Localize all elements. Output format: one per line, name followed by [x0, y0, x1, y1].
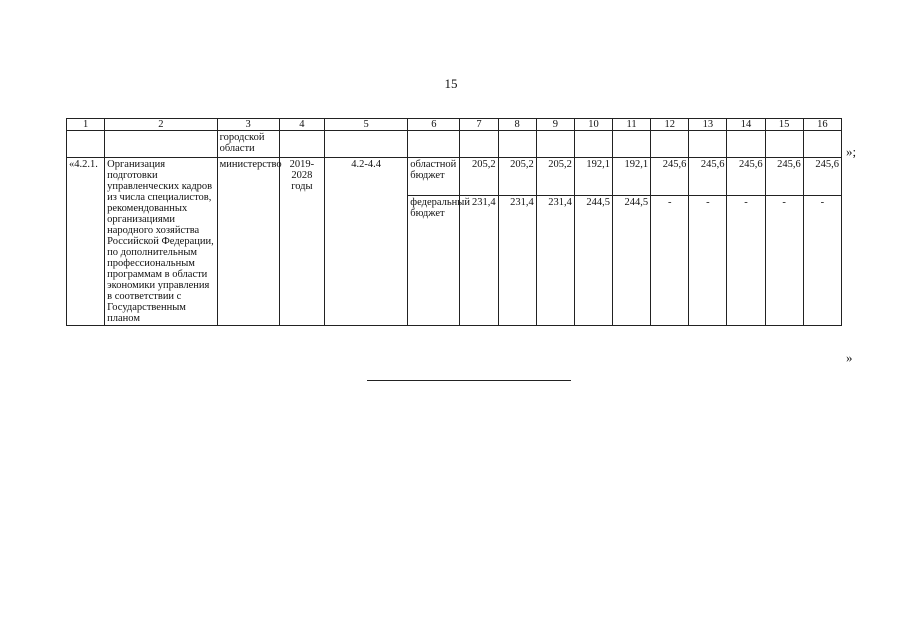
closing-quote: »;: [846, 144, 857, 159]
column-number: 16: [803, 119, 841, 131]
value-cell: 244,5: [574, 195, 612, 325]
column-number: 9: [536, 119, 574, 131]
page-number: 15: [444, 76, 458, 91]
table-row: [67, 158, 842, 196]
column-number: 7: [460, 119, 498, 131]
item-name: Организация подготовки управленческих кадров из числа специалистов, рекомендованных организациями народного хозяйства Российской Федерации, по дополнительным профессиональным программам в области экономики управления в соответствии с Государственным планом: [105, 158, 217, 326]
item-indicators: 4.2-4.4: [324, 158, 407, 326]
closing-quote: »: [846, 350, 853, 365]
value-cell: 205,2: [460, 158, 498, 196]
continuation-cell: городской области: [217, 131, 279, 158]
column-number: 3: [217, 119, 279, 131]
value-cell: 245,6: [803, 158, 841, 196]
column-number: 1: [67, 119, 105, 131]
column-number: 4: [279, 119, 324, 131]
value-cell: 231,4: [498, 195, 536, 325]
value-cell: -: [803, 195, 841, 325]
value-cell: -: [727, 195, 765, 325]
program-table: [66, 118, 842, 326]
column-number: 11: [613, 119, 651, 131]
value-cell: 245,6: [651, 158, 689, 196]
column-number: 13: [689, 119, 727, 131]
column-number: 8: [498, 119, 536, 131]
funding-source: федеральный бюджет: [408, 195, 460, 325]
column-number: 2: [105, 119, 217, 131]
value-cell: 231,4: [460, 195, 498, 325]
value-cell: -: [651, 195, 689, 325]
item-code: «4.2.1.: [67, 158, 105, 326]
item-executor: министерство: [217, 158, 279, 326]
column-number: 15: [765, 119, 803, 131]
value-cell: 245,6: [689, 158, 727, 196]
value-cell: 245,6: [727, 158, 765, 196]
column-number: 6: [408, 119, 460, 131]
value-cell: 245,6: [765, 158, 803, 196]
footer-rule: [367, 380, 571, 381]
column-number: 5: [324, 119, 407, 131]
column-number: 14: [727, 119, 765, 131]
value-cell: 205,2: [498, 158, 536, 196]
continuation-row: [67, 131, 842, 158]
value-cell: 231,4: [536, 195, 574, 325]
value-cell: 244,5: [613, 195, 651, 325]
column-number: 10: [574, 119, 612, 131]
value-cell: -: [765, 195, 803, 325]
funding-source: областной бюджет: [408, 158, 460, 196]
value-cell: 192,1: [613, 158, 651, 196]
item-period: 2019-2028 годы: [279, 158, 324, 326]
value-cell: 205,2: [536, 158, 574, 196]
value-cell: -: [689, 195, 727, 325]
column-number-row: [67, 119, 842, 131]
column-number: 12: [651, 119, 689, 131]
value-cell: 192,1: [574, 158, 612, 196]
